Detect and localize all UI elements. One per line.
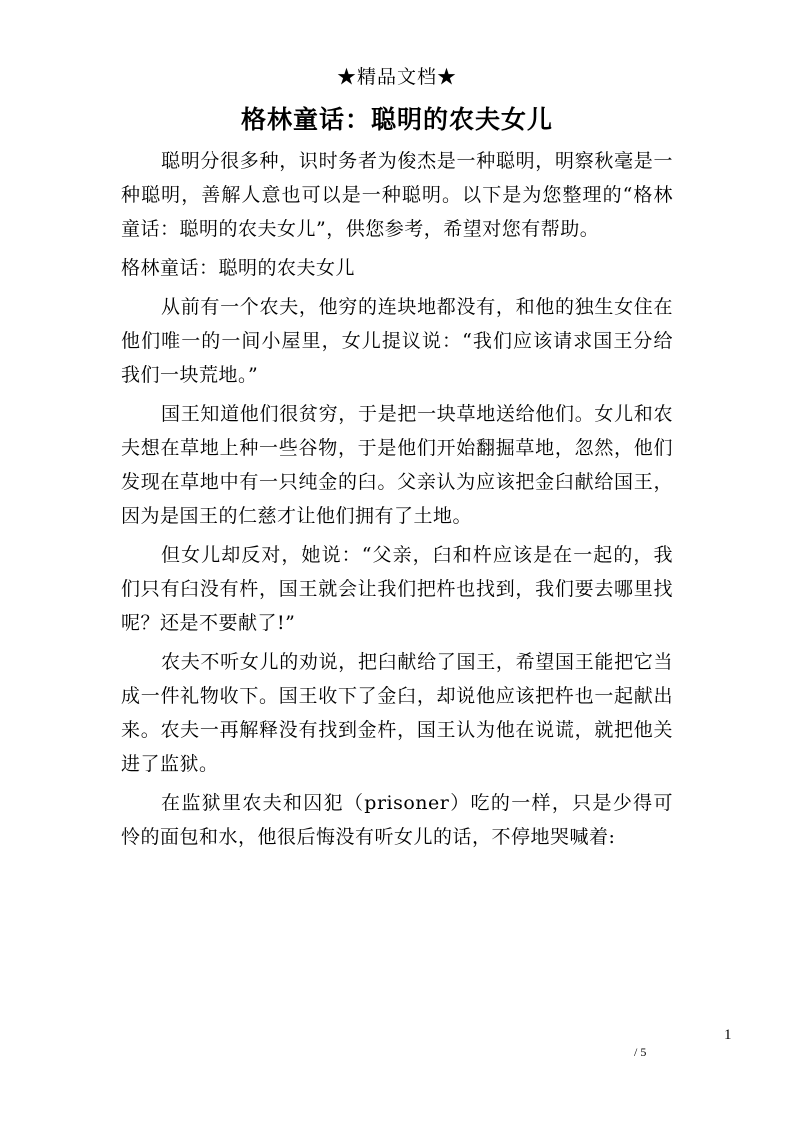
paragraph: 农夫不听女儿的劝说，把臼献给了国王，希望国王能把它当成一件礼物收下。国王收下了金臼，却说他应该把杵也一起献出来。农夫一再解释没有找到金杵，国王认为他在说谎，就把他关进了监狱。 (121, 651, 673, 775)
paragraph: 国王知道他们很贫穷，于是把一块草地送给他们。女儿和农夫想在草地上种一些谷物，于是他们开始翻掘草地，忽然，他们发现在草地中有一只纯金的臼。父亲认为应该把金臼献给国王，因为是国王的仁慈才让他们拥有了土地。 (121, 403, 673, 527)
paragraph: 但女儿却反对，她说：“父亲，臼和杵应该是在一起的，我们只有臼没有杵，国王就会让我们把杵也找到，我们要去哪里找呢？还是不要献了!” (121, 544, 673, 634)
page-total: / 5 (634, 1045, 647, 1059)
document-header: ★精品文档★ (336, 66, 457, 88)
paragraph: 在监狱里农夫和囚犯（prisoner）吃的一样，只是少得可怜的面包和水，他很后悔没有听女儿的话，不停地哭喊着: (121, 792, 673, 848)
document-body (121, 144, 673, 854)
section-heading: 格林童话：聪明的农夫女儿 (121, 257, 356, 279)
paragraph: 从前有一个农夫，他穷的连块地都没有，和他的独生女住在他们唯一的一间小屋里，女儿提议说：“我们应该请求国王分给我们一块荒地。” (121, 296, 673, 386)
document-title: 格林童话：聪明的农夫女儿 (240, 105, 553, 134)
paragraph: 聪明分很多种，识时务者为俊杰是一种聪明，明察秋毫是一种聪明，善解人意也可以是一种聪明。以下是为您整理的“格林童话：聪明的农夫女儿”，供您参考，希望对您有帮助。 (121, 150, 673, 240)
page-number: 1 (724, 1027, 732, 1043)
